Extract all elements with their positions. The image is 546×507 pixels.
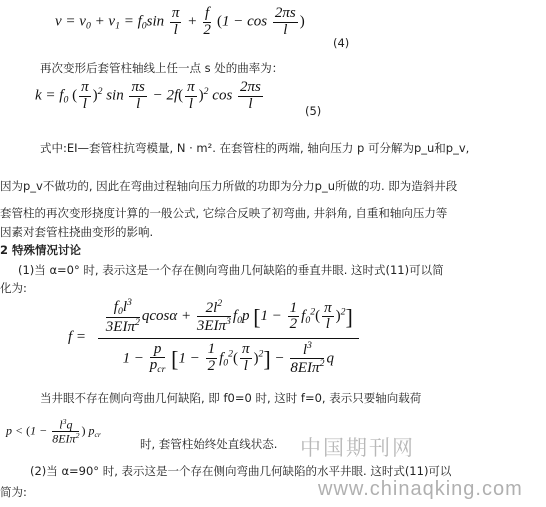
case1-text-line2: 化为: xyxy=(0,281,27,295)
section-heading: 2 特殊情况讨论 xyxy=(0,243,82,257)
watermark-url: www.chinaqking.com xyxy=(318,478,523,500)
paragraph-ei-definition: 式中:EI—套管柱抗弯模量, N · m². 在套管柱的两端, 轴向压力 p 可分解为p_u和p_v, xyxy=(40,141,470,155)
equation-5-number: (5) xyxy=(305,104,322,118)
paragraph-straight-state: 时, 套管柱始终处直线状态. xyxy=(140,437,278,451)
paragraph-no-defect: 当井眼不存在侧向弯曲几何缺陷, 即 f0=0 时, 这时 f=0, 表示只要轴向载荷 xyxy=(40,391,422,405)
equation-4-number: (4) xyxy=(333,36,350,50)
watermark-chinese: 中国期刊网 xyxy=(300,436,415,460)
case1-text-line1: (1)当 α=0° 时, 表示这是一个存在侧向弯曲几何缺陷的垂直井眼. 这时式(11)可以简 xyxy=(18,263,444,277)
condition-formula: p < (1 − $\frac{l^3q}{8EI\pi^2}$ ) $p_{cr}$ xyxy=(6,417,101,446)
paragraph-factors: 因素对套管柱挠曲变形的影响. xyxy=(0,225,154,239)
paragraph-general-formula: 套管柱的再次变形挠度计算的一般公式, 它综合反映了初弯曲, 井斜角, 自重和轴向压力等 xyxy=(0,206,448,220)
equation-case1: f = $\frac{f_0l^3}{3EI\pi^2}$ qcosα + $\frac{2l^2}{3EI\pi^3}$ $f_0p$ [1 − $\frac{1}{2}$ $f_0^2$( $\frac{\pi}{l}$ )$^2$] 1 − $\frac{p}{p_{cr}}$ [1 − $\frac{1}{2}$ $f_0^2$( $\frac{\pi}{l}$ )$^2$] − $\frac{l^3}{8EI\pi^2}$ q xyxy=(68,296,361,379)
paragraph-curvature-intro: 再次变形后套管柱轴线上任一点 s 处的曲率为： xyxy=(40,61,284,75)
paragraph-work-explanation: 因为p_v不做功的, 因此在弯曲过程轴向压力所做的功即为分力p_u所做的功. 即为造斜井段 xyxy=(0,179,458,193)
equation-4: $v = v_0 + v_1 = f_0\sin$ $\frac{\pi}{l}$ + $\frac{f}{2}$ (1 − cos $\frac{2\pi s}{l}$ ) xyxy=(55,5,305,38)
equation-5: $k = f_0$ ( $\frac{\pi}{l}$ )$^2$ sin $\frac{\pi s}{l}$ − 2f( $\frac{\pi}{l}$ )$^2$ cos $\frac{2\pi s}{l}$ xyxy=(35,79,261,112)
case2-text-line1: (2)当 α=90° 时, 表示这是一个存在侧向弯曲几何缺陷的水平井眼. 这时式(11)可以 xyxy=(30,464,452,478)
case2-text-line2: 简为: xyxy=(0,485,27,499)
